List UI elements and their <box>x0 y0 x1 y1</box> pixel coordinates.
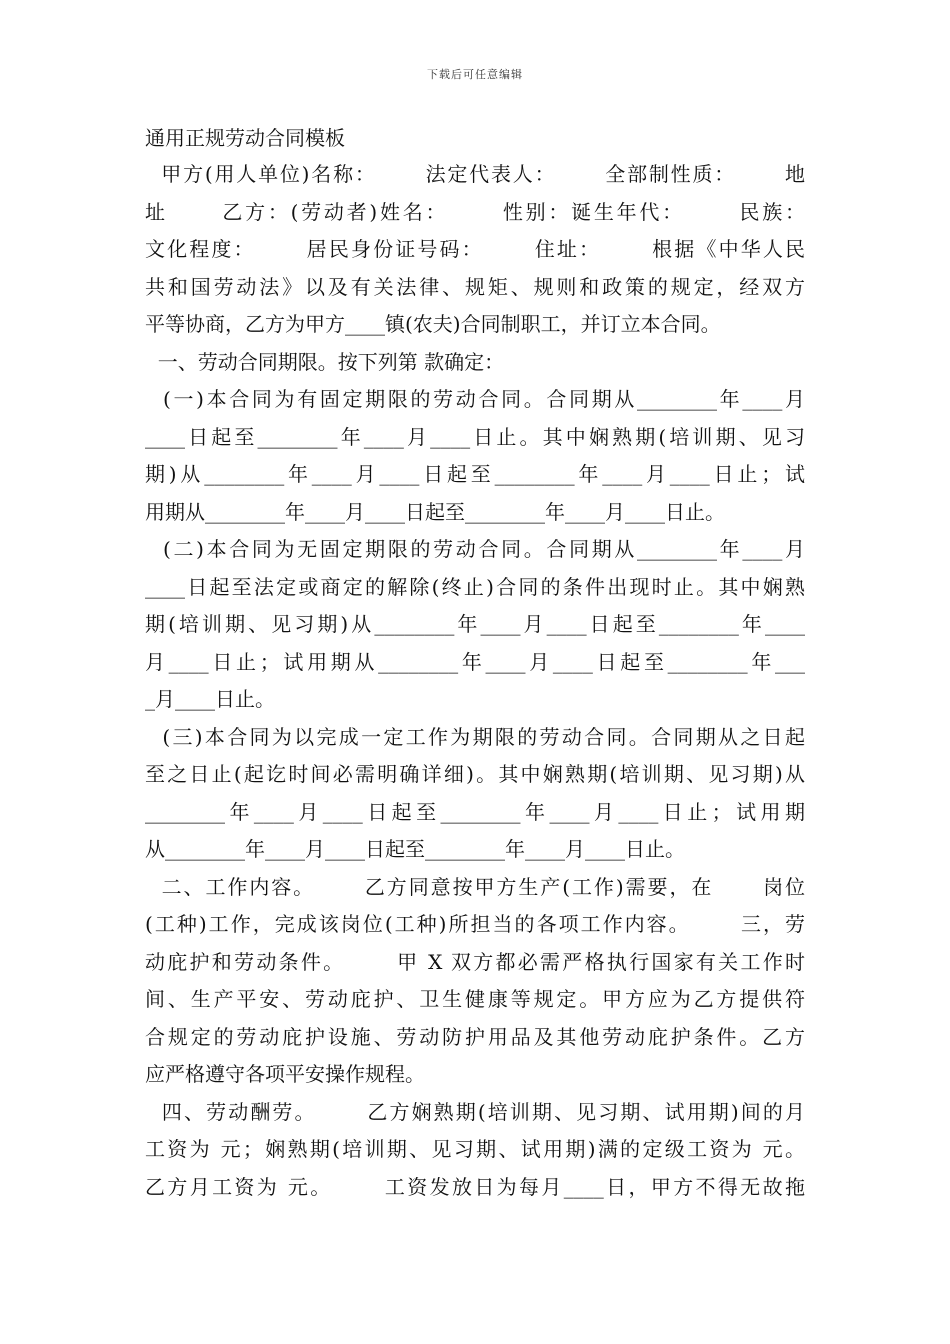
text-line: _月____日止。 <box>145 687 275 711</box>
document-title: 通用正规劳动合同模板 <box>145 126 345 150</box>
document-body <box>145 156 805 1206</box>
text-line: 一、劳动合同期限。按下列第 款确定： <box>145 349 505 374</box>
text-line: (二)本合同为无固定期限的劳动合同。合同期从________年____月 <box>145 537 805 561</box>
text-line: (一)本合同为有固定期限的劳动合同。合同期从________年____月 <box>145 387 805 411</box>
text-line: 二、工作内容。 乙方同意按甲方生产(工作)需要，在 岗位 <box>145 874 805 899</box>
text-line: (三)本合同为以完成一定工作为期限的劳动合同。合同期从之日起 <box>145 724 805 749</box>
text-line: 共和国劳动法》以及有关法律、规矩、规则和政策的规定，经双方 <box>145 274 805 299</box>
text-line: 用期从________年____月____日起至________年____月____日止。 <box>145 499 725 524</box>
text-line: 应严格遵守各项平安操作规程。 <box>145 1062 425 1086</box>
text-line: 文化程度： 居民身份证号码： 住址： 根据《中华人民 <box>145 237 805 261</box>
text-line: ____日起至________年____月____日止。其中娴熟期(培训期、见习 <box>145 424 805 449</box>
text-line: 动庇护和劳动条件。 甲 X 双方都必需严格执行国家有关工作时 <box>145 949 805 974</box>
text-line: 甲方(用人单位)名称： 法定代表人： 全部制性质： 地 <box>145 162 805 186</box>
text-line: 月____日止；试用期从________年____月____日起至________年___ <box>145 649 805 674</box>
text-line: 工资为 元；娴熟期(培训期、见习期、试用期)满的定级工资为 元。 <box>145 1137 805 1161</box>
text-line: 至之日止(起讫时间必需明确详细)。其中娴熟期(培训期、见习期)从 <box>145 762 805 786</box>
text-line: 址 乙方：(劳动者)姓名： 性别：诞生年代： 民族： <box>145 199 805 224</box>
text-line: (工种)工作，完成该岗位(工种)所担当的各项工作内容。 三，劳 <box>145 912 805 936</box>
text-line: 期)从________年____月____日起至________年____月____日止；试 <box>145 462 805 486</box>
text-line: 平等协商，乙方为甲方____镇(农夫)合同制职工，并订立本合同。 <box>145 312 721 336</box>
text-line: ________年____月____日起至________年____月____日止；试用期 <box>145 799 805 824</box>
text-line: 间、生产平安、劳动庇护、卫生健康等规定。甲方应为乙方提供符 <box>145 987 805 1011</box>
text-line: 从________年____月____日起至________年____月____日止。 <box>145 837 685 861</box>
text-line: 四、劳动酬劳。 乙方娴熟期(培训期、见习期、试用期)间的月 <box>145 1099 805 1124</box>
text-line: ____日起至法定或商定的解除(终止)合同的条件出现时止。其中娴熟 <box>145 574 805 599</box>
text-line: 期(培训期、见习期)从________年____月____日起至________年____ <box>145 612 805 636</box>
page-header: 下载后可任意编辑 <box>427 68 523 81</box>
text-line: 乙方月工资为 元。 工资发放日为每月____日，甲方不得无故拖 <box>145 1174 805 1199</box>
text-line: 合规定的劳动庇护设施、劳动防护用品及其他劳动庇护条件。乙方 <box>145 1024 805 1049</box>
